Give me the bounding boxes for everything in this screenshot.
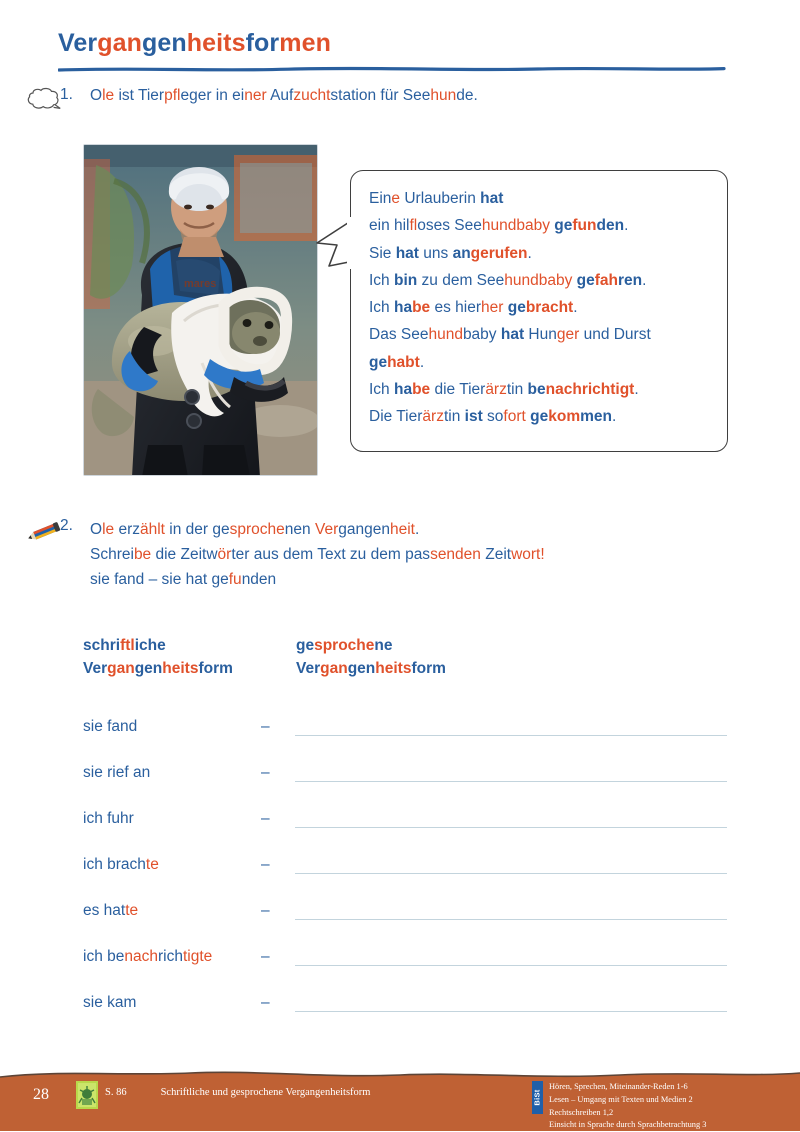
written-form-6: sie kam [83,993,137,1011]
row-dash-1: – [261,763,270,781]
bist-label: BiSt [532,1081,543,1114]
row-dash-2: – [261,809,270,827]
speech-bubble-text: Eine Urlauberin hat ein hilfloses Seehundbaby gefunden. Sie hat uns angerufen. Ich bin zu dem Seehundbaby gefahren. Ich habe es hierher gebracht. Das Seehundbaby hat Hunger und Durst gehabt. Ich habe die Tierärztin benachrichtigt. Die Tierärztin ist sofort gekommen. [369,190,651,426]
answer-line-5[interactable] [295,965,727,966]
bist-standards-block [532,1081,706,1132]
page-title-block [58,30,728,74]
written-form-2: ich fuhr [83,809,134,827]
task-2-text: Ole erzählt in der gesprochenen Vergangenheit. Schreibe die Zeitwörter aus dem Text zu dem passenden Zeitwort! sie fand – sie hat gefunden [90,521,545,589]
row-dash-3: – [261,855,270,873]
row-dash-0: – [261,717,270,735]
bist-item: Hören, Sprechen, Miteinander-Reden 1-6 [549,1082,688,1091]
page-footer [0,1061,800,1131]
bist-item: Einsicht in Sprache durch Sprachbetrachtung 3 [549,1120,707,1130]
task-1 [24,86,764,115]
written-form-4: es hatte [83,901,139,919]
bist-items [549,1081,706,1132]
title-underline [58,65,728,74]
task-1-text: Ole ist Tierpfleger in einer Aufzuchtstation für Seehunde. [90,87,478,104]
task-1-number: 1. [60,86,73,103]
answer-line-4[interactable] [295,919,727,920]
bist-item: Rechtschreiben 1,2 [549,1107,614,1117]
page-number: 28 [33,1086,49,1103]
green-book-icon [76,1081,98,1109]
table-row [83,980,733,1026]
written-form-3: ich brachte [83,855,159,873]
column-header-written: schriftliche Vergangenheitsform [83,637,233,678]
page-title: Vergangenheitsformen [58,29,331,57]
footer-title: Schriftliche und gesprochene Vergangenheitsform [160,1087,371,1098]
verb-forms-table [83,634,733,1026]
table-row [83,704,733,750]
speech-bubble-tail [307,217,355,269]
row-dash-4: – [261,901,270,919]
answer-line-2[interactable] [295,827,727,828]
answer-line-1[interactable] [295,781,727,782]
task-2 [24,517,764,592]
table-row [83,888,733,934]
table-row [83,750,733,796]
answer-line-3[interactable] [295,873,727,874]
table-body [83,704,733,1026]
table-row [83,796,733,842]
written-form-0: sie fand [83,717,138,735]
pencil-icon [24,519,64,545]
row-dash-5: – [261,947,270,965]
table-row [83,934,733,980]
written-form-5: ich benachrichtigte [83,947,213,965]
bist-item: Lesen – Umgang mit Texten und Medien 2 [549,1094,693,1104]
thought-bubble-icon [24,87,64,115]
row-dash-6: – [261,993,270,1011]
written-form-1: sie rief an [83,763,151,781]
source-page-ref: S. 86 [105,1087,127,1098]
column-header-spoken: gesprochene Vergangenheitsform [296,637,446,678]
answer-line-6[interactable] [295,1011,727,1012]
seal-rescue-photo [83,144,318,476]
table-header-row [83,634,733,681]
speech-bubble [350,170,728,452]
table-row [83,842,733,888]
answer-line-0[interactable] [295,735,727,736]
task-2-number: 2. [60,517,73,534]
